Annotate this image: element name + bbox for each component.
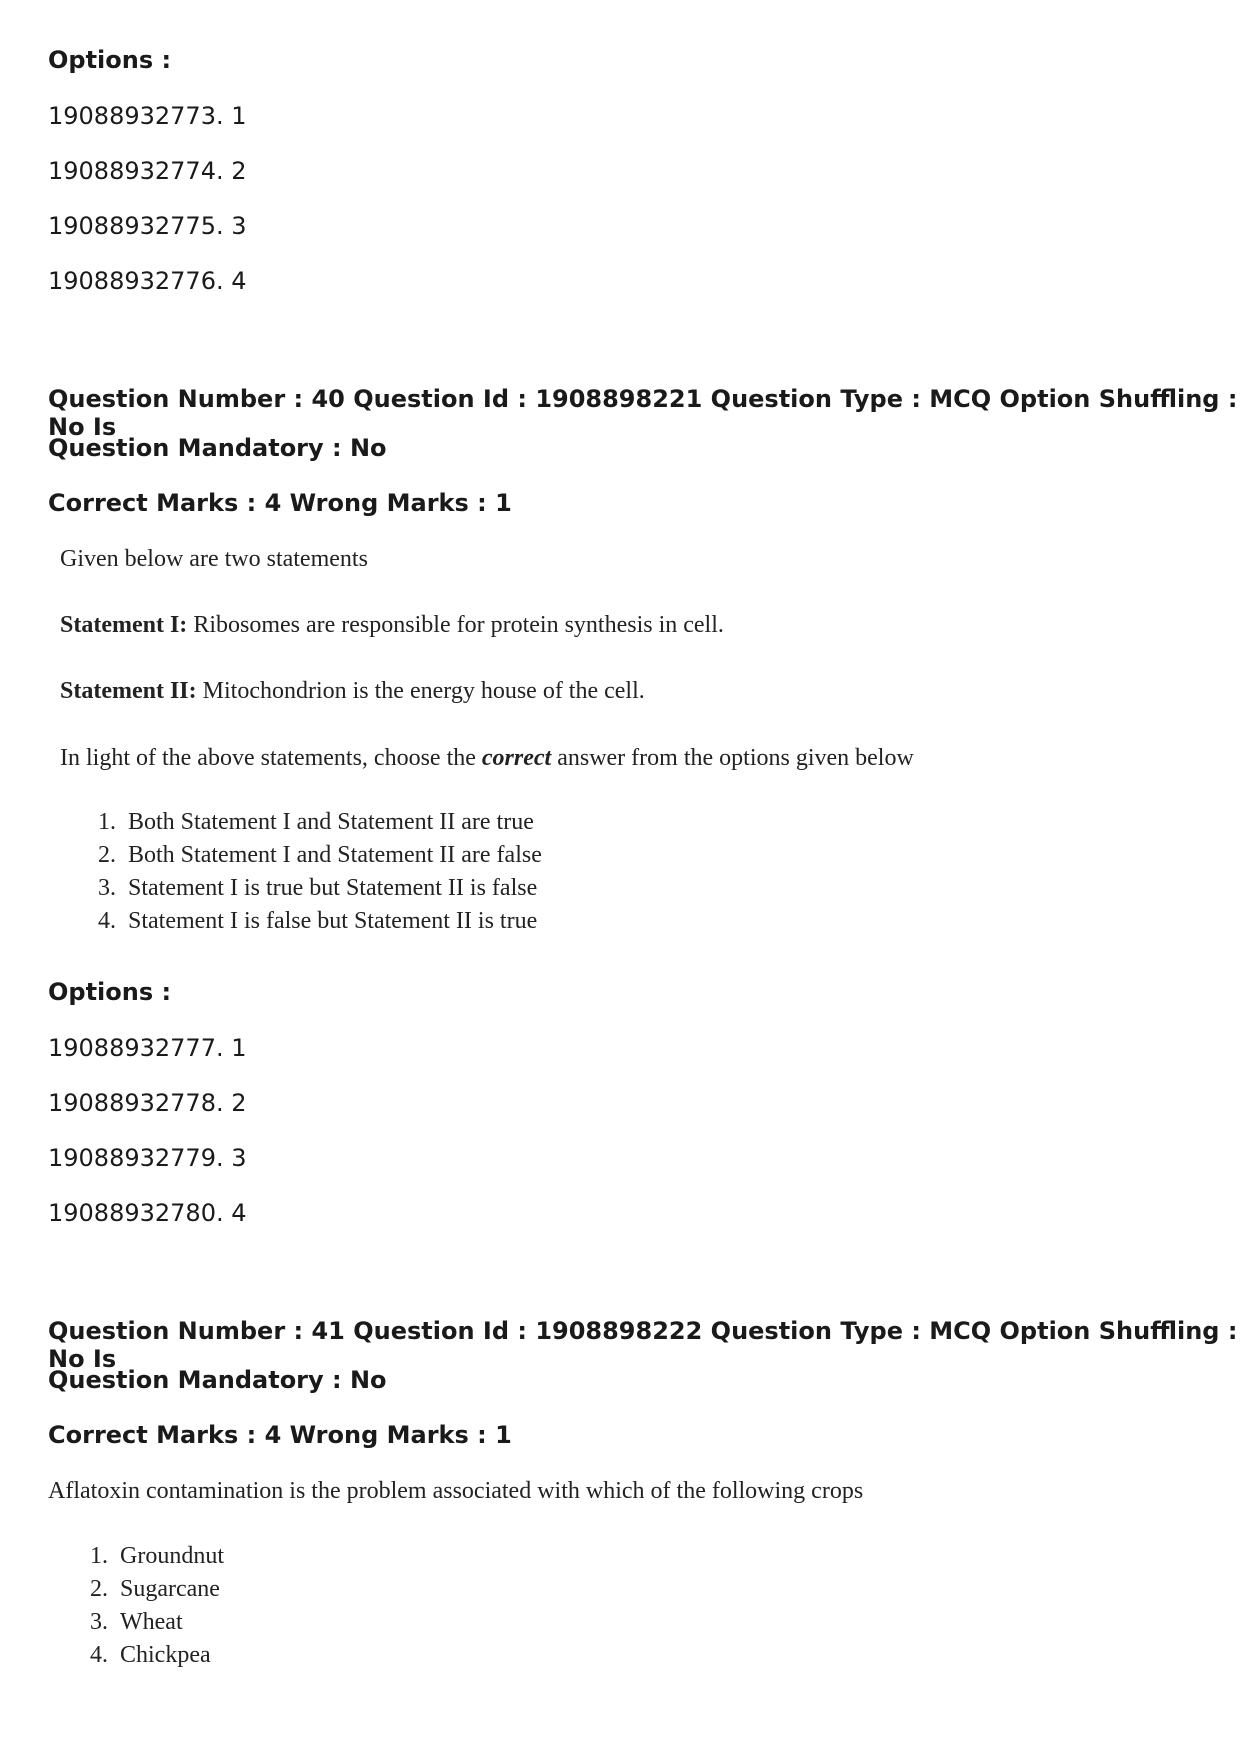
option-item: 19088932778. 2: [48, 1089, 247, 1117]
choice-number: 2.: [98, 842, 116, 868]
statement-2-label: Statement II:: [60, 678, 197, 704]
options-label: Options :: [48, 978, 172, 1006]
option-item: 19088932774. 2: [48, 157, 247, 185]
choice-number: 3.: [98, 875, 116, 901]
choice-number: 1.: [98, 809, 116, 835]
choice-item: [74, 1642, 211, 1669]
choice-text: Sugarcane: [120, 1576, 220, 1602]
question-header: Question Number : 41 Question Id : 1908898222 Question Type : MCQ Option Shuffling : No Is: [48, 1317, 1238, 1373]
choice-text: Both Statement I and Statement II are false: [128, 842, 542, 868]
choice-text: Wheat: [120, 1609, 183, 1635]
option-item: 19088932773. 1: [48, 102, 247, 130]
choice-item: [82, 908, 537, 935]
instruction-emphasis: correct: [481, 745, 552, 771]
instruction-pre: In light of the above statements, choose the: [60, 745, 482, 771]
question-text: Aflatoxin contamination is the problem associated with which of the following crops: [48, 1478, 864, 1504]
choice-text: Both Statement I and Statement II are true: [128, 809, 534, 835]
choice-number: 1.: [90, 1543, 108, 1569]
choice-number: 2.: [90, 1576, 108, 1602]
statement-2-text: Mitochondrion is the energy house of the cell.: [196, 678, 645, 704]
statement-1-label: Statement I:: [60, 612, 188, 638]
option-item: 19088932777. 1: [48, 1034, 247, 1062]
choice-item: [74, 1609, 183, 1636]
question-marks: Correct Marks : 4 Wrong Marks : 1: [48, 1421, 512, 1449]
question-mandatory: Question Mandatory : No: [48, 1366, 387, 1394]
question-intro: Given below are two statements: [60, 546, 368, 572]
choice-text: Statement I is false but Statement II is true: [128, 908, 538, 934]
option-item: 19088932776. 4: [48, 267, 247, 295]
statement-1-text: Ribosomes are responsible for protein synthesis in cell.: [187, 612, 724, 638]
choice-number: 4.: [98, 908, 116, 934]
statement-1: [60, 612, 724, 639]
question-header: Question Number : 40 Question Id : 1908898221 Question Type : MCQ Option Shuffling : No Is: [48, 385, 1238, 441]
option-item: 19088932780. 4: [48, 1199, 247, 1227]
option-item: 19088932779. 3: [48, 1144, 247, 1172]
choice-text: Groundnut: [120, 1543, 224, 1569]
options-label: Options :: [48, 46, 172, 74]
choice-text: Statement I is true but Statement II is false: [128, 875, 538, 901]
question-mandatory: Question Mandatory : No: [48, 434, 387, 462]
choice-item: [82, 875, 537, 902]
option-item: 19088932775. 3: [48, 212, 247, 240]
choice-item: [82, 809, 534, 836]
choice-number: 3.: [90, 1609, 108, 1635]
choice-number: 4.: [90, 1642, 108, 1668]
instruction-post: answer from the options given below: [551, 745, 914, 771]
choice-item: [74, 1576, 220, 1603]
choice-text: Chickpea: [120, 1642, 211, 1668]
choice-item: [82, 842, 542, 869]
choice-item: [74, 1543, 224, 1570]
question-instruction: [60, 745, 914, 772]
statement-2: [60, 678, 645, 705]
question-marks: Correct Marks : 4 Wrong Marks : 1: [48, 489, 512, 517]
